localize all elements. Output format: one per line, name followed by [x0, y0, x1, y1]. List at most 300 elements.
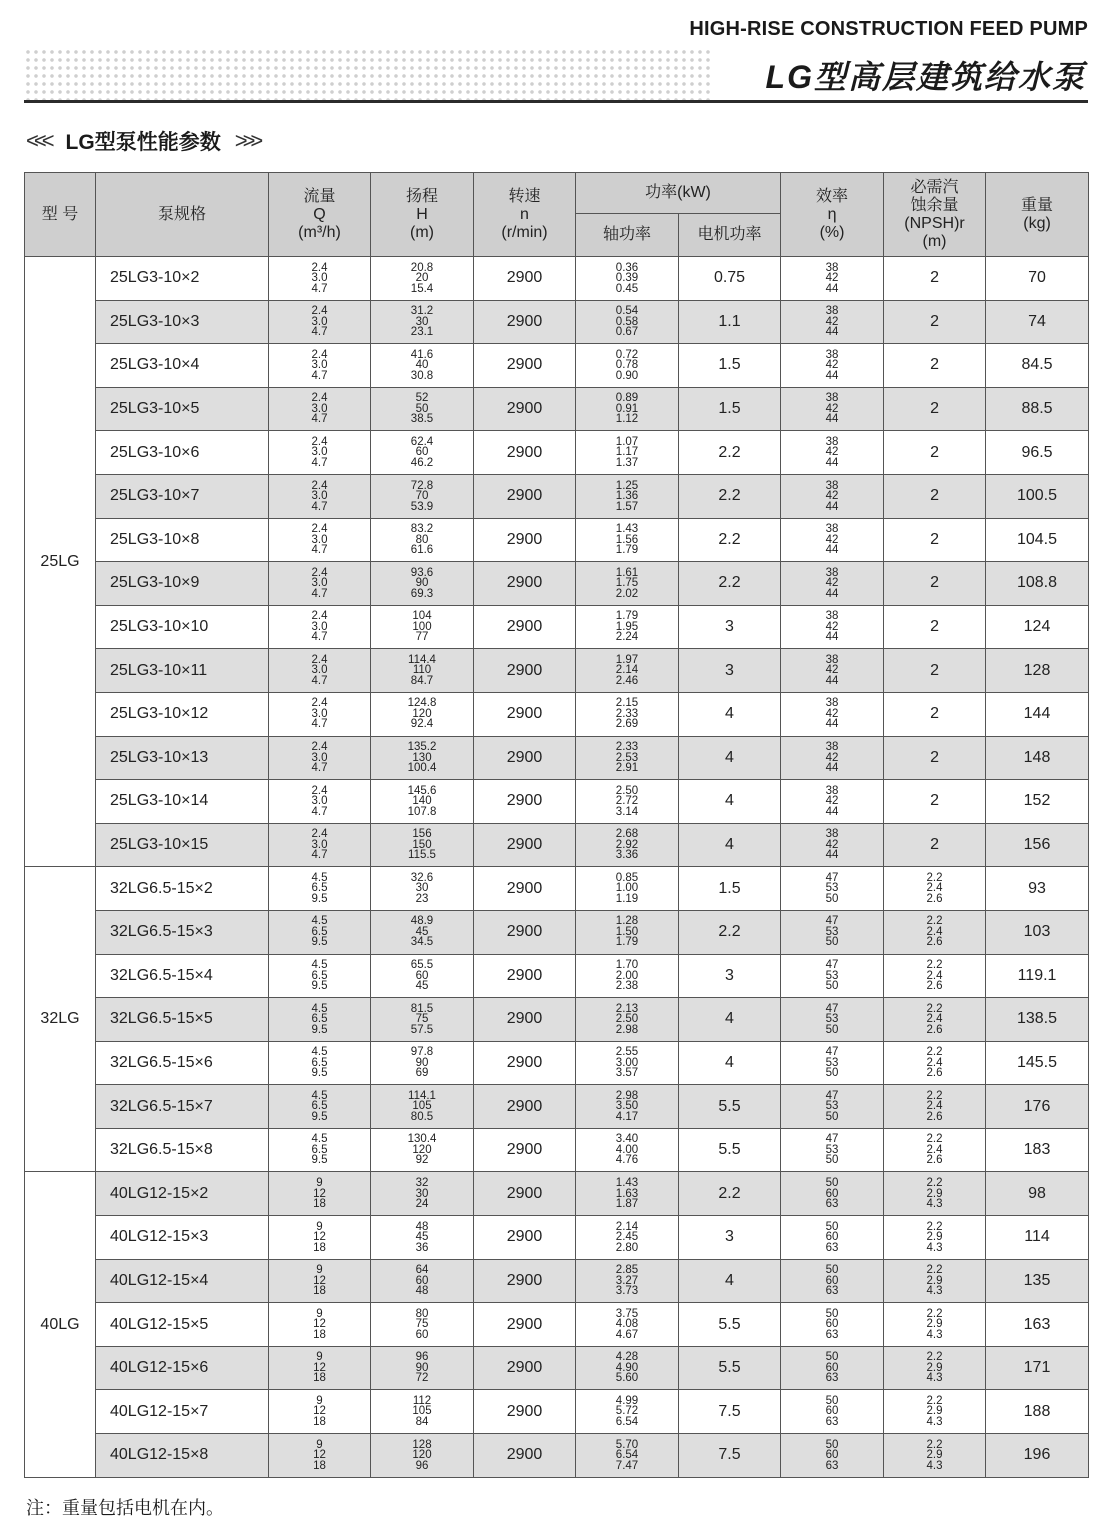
- shaft-power-cell-value: 2.50: [615, 784, 639, 797]
- efficiency-cell-value: 38: [825, 305, 839, 318]
- flow-cell-value: 2.4: [311, 305, 328, 318]
- flow-cell-value: 12: [313, 1274, 326, 1287]
- header-weight-unit: (kg): [1023, 214, 1051, 232]
- group-label: 40LG: [25, 1172, 96, 1477]
- section-title-text: LG型泵性能参数: [65, 131, 221, 154]
- flow-cell-value: 12: [313, 1361, 326, 1374]
- efficiency-cell-value: 42: [825, 359, 839, 372]
- head-cell-value: 30: [415, 315, 429, 328]
- shaft-power-cell: [576, 562, 679, 606]
- model-cell: 32LG6.5-15×8: [96, 1128, 269, 1172]
- head-cell-value: 90: [415, 1361, 429, 1374]
- weight-cell: 171: [986, 1346, 1089, 1390]
- efficiency-cell-value: 42: [825, 533, 839, 546]
- head-cell: [371, 1172, 474, 1216]
- model-cell: 40LG12-15×6: [96, 1346, 269, 1390]
- npsh-cell-value: 2.2: [926, 1220, 943, 1233]
- shaft-power-cell-value: 7.47: [615, 1459, 639, 1472]
- efficiency-cell-value: 38: [825, 435, 839, 448]
- efficiency-cell-value: 60: [825, 1231, 839, 1244]
- efficiency-cell-value: 50: [825, 1394, 839, 1407]
- head-cell-value: 72: [415, 1372, 429, 1385]
- head-cell-value: 112: [412, 1394, 432, 1407]
- shaft-power-cell-value: 3.00: [615, 1056, 639, 1069]
- efficiency-cell: [781, 1128, 884, 1172]
- head-cell-value: 80.5: [410, 1110, 434, 1123]
- flow-cell-value: 3.0: [311, 577, 328, 590]
- head-cell-value: 156: [412, 828, 432, 841]
- shaft-power-cell-value: 3.73: [615, 1285, 639, 1298]
- table-row: [25, 998, 1089, 1042]
- motor-power-cell: 4: [679, 736, 781, 780]
- speed-cell: 2900: [474, 431, 576, 475]
- table-row: [25, 649, 1089, 693]
- head-cell: [371, 1346, 474, 1390]
- head-cell-value: 80: [415, 533, 429, 546]
- motor-power-cell: 1.5: [679, 344, 781, 388]
- flow-cell-value: 9: [316, 1177, 323, 1190]
- npsh-cell: [884, 1041, 986, 1085]
- efficiency-cell-value: 63: [825, 1198, 839, 1211]
- flow-cell-value: 2.4: [311, 653, 328, 666]
- efficiency-cell-value: 47: [825, 1133, 839, 1146]
- head-cell: [371, 867, 474, 911]
- efficiency-cell-value: 42: [825, 446, 839, 459]
- efficiency-cell: [781, 387, 884, 431]
- header-speed-unit: (r/min): [501, 223, 548, 241]
- shaft-power-cell-value: 1.00: [615, 882, 639, 895]
- head-cell-value: 140: [412, 795, 432, 808]
- npsh-cell: 2: [884, 387, 986, 431]
- efficiency-cell: [781, 649, 884, 693]
- npsh-cell: 2: [884, 823, 986, 867]
- shaft-power-cell-value: 2.38: [615, 980, 639, 993]
- shaft-power-cell: [576, 1303, 679, 1347]
- weight-cell: 96.5: [986, 431, 1089, 475]
- head-cell: [371, 998, 474, 1042]
- efficiency-cell-value: 47: [825, 871, 839, 884]
- flow-cell-value: 3.0: [311, 664, 328, 677]
- shaft-power-cell-value: 2.33: [615, 741, 639, 754]
- weight-cell: 176: [986, 1085, 1089, 1129]
- flow-cell: [269, 1041, 371, 1085]
- flow-cell-value: 9.5: [311, 980, 328, 993]
- head-cell-value: 45: [415, 980, 429, 993]
- flow-cell-value: 9.5: [311, 1067, 328, 1080]
- header-weight-label: 重量: [1021, 196, 1054, 214]
- weight-cell: 188: [986, 1390, 1089, 1434]
- flow-cell-value: 9.5: [311, 1154, 328, 1167]
- motor-power-cell: 3: [679, 649, 781, 693]
- head-cell-value: 60: [415, 446, 429, 459]
- weight-cell: 138.5: [986, 998, 1089, 1042]
- shaft-power-cell-value: 2.50: [615, 1013, 639, 1026]
- head-cell-value: 48: [415, 1285, 429, 1298]
- shaft-power-cell: [576, 431, 679, 475]
- speed-cell: 2900: [474, 1346, 576, 1390]
- table-row: [25, 1434, 1089, 1478]
- efficiency-cell-value: 44: [825, 805, 839, 818]
- flow-cell: [269, 954, 371, 998]
- npsh-cell-value: 2.9: [926, 1405, 943, 1418]
- motor-power-cell: 5.5: [679, 1346, 781, 1390]
- flow-cell-value: 4.7: [311, 587, 328, 600]
- efficiency-cell-value: 50: [825, 1067, 839, 1080]
- shaft-power-cell-value: 1.70: [615, 959, 639, 972]
- head-cell-value: 150: [412, 838, 432, 851]
- head-cell-value: 15.4: [410, 282, 434, 295]
- head-cell: [371, 1216, 474, 1260]
- weight-cell: 183: [986, 1128, 1089, 1172]
- shaft-power-cell-value: 4.90: [615, 1361, 639, 1374]
- flow-cell-value: 6.5: [311, 1013, 328, 1026]
- flow-cell-value: 4.7: [311, 631, 328, 644]
- head-cell-value: 83.2: [410, 523, 434, 536]
- performance-table: [24, 172, 1089, 1478]
- speed-cell: 2900: [474, 1041, 576, 1085]
- shaft-power-cell-value: 4.00: [615, 1143, 639, 1156]
- weight-cell: 98: [986, 1172, 1089, 1216]
- shaft-power-cell-value: 6.54: [615, 1449, 639, 1462]
- speed-cell: 2900: [474, 1434, 576, 1478]
- efficiency-cell-value: 63: [825, 1372, 839, 1385]
- efficiency-cell-value: 47: [825, 1089, 839, 1102]
- flow-cell: [269, 344, 371, 388]
- flow-cell-value: 4.7: [311, 500, 328, 513]
- efficiency-cell-value: 38: [825, 828, 839, 841]
- head-cell-value: 100.4: [407, 762, 437, 775]
- header-npsh-line2: 蚀余量: [910, 196, 959, 214]
- shaft-power-cell-value: 3.14: [615, 805, 639, 818]
- shaft-power-cell-value: 2.68: [615, 828, 639, 841]
- efficiency-cell: [781, 736, 884, 780]
- efficiency-cell-value: 44: [825, 369, 839, 382]
- efficiency-cell-value: 42: [825, 620, 839, 633]
- header-efficiency-unit: (%): [819, 223, 845, 241]
- model-cell: 25LG3-10×5: [96, 387, 269, 431]
- efficiency-cell: [781, 998, 884, 1042]
- header-efficiency: [781, 173, 884, 257]
- head-cell: [371, 344, 474, 388]
- header-npsh-line3: (NPSH)r: [904, 214, 965, 232]
- head-cell-value: 114.1: [408, 1089, 436, 1102]
- flow-cell: [269, 1303, 371, 1347]
- header-npsh-unit: (m): [922, 232, 947, 250]
- flow-cell: [269, 1216, 371, 1260]
- shaft-power-cell: [576, 780, 679, 824]
- speed-cell: 2900: [474, 1085, 576, 1129]
- flow-cell-value: 3.0: [311, 490, 328, 503]
- flow-cell-value: 4.5: [311, 959, 328, 972]
- efficiency-cell-value: 63: [825, 1285, 839, 1298]
- flow-cell: [269, 605, 371, 649]
- head-cell: [371, 1434, 474, 1478]
- efficiency-cell: [781, 692, 884, 736]
- flow-cell-value: 9: [316, 1264, 323, 1277]
- head-cell: [371, 1128, 474, 1172]
- npsh-cell-value: 2.9: [926, 1231, 943, 1244]
- weight-cell: 128: [986, 649, 1089, 693]
- head-cell-value: 75: [415, 1013, 429, 1026]
- efficiency-cell: [781, 1303, 884, 1347]
- head-cell-value: 120: [412, 1449, 432, 1462]
- head-cell: [371, 692, 474, 736]
- weight-cell: 144: [986, 692, 1089, 736]
- header-power: 功率(kW): [576, 173, 781, 214]
- model-cell: 25LG3-10×15: [96, 823, 269, 867]
- shaft-power-cell-value: 3.27: [615, 1274, 639, 1287]
- npsh-cell-value: 2.4: [926, 1100, 943, 1113]
- flow-cell: [269, 867, 371, 911]
- flow-cell-value: 9.5: [311, 892, 328, 905]
- head-cell-value: 69: [415, 1067, 429, 1080]
- header-speed-label: 转速: [508, 187, 541, 205]
- head-cell-value: 130.4: [407, 1133, 437, 1146]
- flow-cell-value: 2.4: [311, 523, 328, 536]
- head-cell-value: 64: [415, 1264, 429, 1277]
- header-dot-pattern: [24, 48, 714, 102]
- weight-cell: 114: [986, 1216, 1089, 1260]
- speed-cell: 2900: [474, 736, 576, 780]
- efficiency-cell-value: 38: [825, 348, 839, 361]
- flow-cell: [269, 474, 371, 518]
- efficiency-cell-value: 44: [825, 544, 839, 557]
- shaft-power-cell-value: 4.28: [615, 1351, 639, 1364]
- model-cell: 32LG6.5-15×4: [96, 954, 269, 998]
- header-efficiency-label: 效率: [816, 187, 849, 205]
- shaft-power-cell: [576, 649, 679, 693]
- efficiency-cell: [781, 910, 884, 954]
- head-cell: [371, 1259, 474, 1303]
- shaft-power-cell: [576, 1041, 679, 1085]
- flow-cell-value: 9: [316, 1438, 323, 1451]
- flow-cell-value: 4.7: [311, 762, 328, 775]
- npsh-cell-value: 2.2: [926, 915, 943, 928]
- head-cell-value: 84.7: [410, 674, 434, 687]
- table-row: [25, 736, 1089, 780]
- efficiency-cell: [781, 518, 884, 562]
- npsh-cell: [884, 1172, 986, 1216]
- motor-power-cell: 2.2: [679, 431, 781, 475]
- head-cell: [371, 1041, 474, 1085]
- npsh-cell: [884, 1390, 986, 1434]
- head-cell-value: 100: [412, 620, 432, 633]
- flow-cell-value: 12: [313, 1449, 326, 1462]
- efficiency-cell-value: 53: [825, 969, 839, 982]
- head-cell-value: 93.6: [410, 566, 434, 579]
- head-cell-value: 105: [412, 1100, 432, 1113]
- shaft-power-cell-value: 0.58: [615, 315, 639, 328]
- shaft-power-cell: [576, 344, 679, 388]
- npsh-cell-value: 2.2: [926, 1089, 943, 1102]
- npsh-cell: [884, 910, 986, 954]
- flow-cell-value: 4.5: [311, 915, 328, 928]
- flow-cell-value: 4.7: [311, 849, 328, 862]
- npsh-cell-value: 2.9: [926, 1361, 943, 1374]
- motor-power-cell: 5.5: [679, 1303, 781, 1347]
- npsh-cell-value: 4.3: [926, 1285, 943, 1298]
- npsh-cell: [884, 954, 986, 998]
- head-cell-value: 120: [412, 1143, 432, 1156]
- efficiency-cell: [781, 1390, 884, 1434]
- flow-cell: [269, 1128, 371, 1172]
- flow-cell-value: 3.0: [311, 402, 328, 415]
- head-cell-value: 135.2: [407, 741, 437, 754]
- table-row: [25, 474, 1089, 518]
- shaft-power-cell-value: 1.61: [615, 566, 639, 579]
- table-header: [25, 173, 1089, 257]
- speed-cell: 2900: [474, 998, 576, 1042]
- efficiency-cell: [781, 474, 884, 518]
- flow-cell-value: 4.7: [311, 544, 328, 557]
- shaft-power-cell-value: 1.56: [615, 533, 639, 546]
- header-flow-label: 流量: [303, 187, 336, 205]
- npsh-cell-value: 2.2: [926, 1002, 943, 1015]
- efficiency-cell-value: 42: [825, 664, 839, 677]
- head-cell-value: 81.5: [410, 1002, 434, 1015]
- shaft-power-cell-value: 0.39: [615, 272, 639, 285]
- model-cell: 40LG12-15×7: [96, 1390, 269, 1434]
- shaft-power-cell: [576, 387, 679, 431]
- flow-cell-value: 18: [313, 1459, 326, 1472]
- shaft-power-cell-value: 3.36: [615, 849, 639, 862]
- weight-cell: 88.5: [986, 387, 1089, 431]
- flow-cell: [269, 1434, 371, 1478]
- shaft-power-cell: [576, 474, 679, 518]
- flow-cell-value: 4.7: [311, 718, 328, 731]
- weight-cell: 152: [986, 780, 1089, 824]
- npsh-cell-value: 2.6: [926, 1067, 943, 1080]
- shaft-power-cell: [576, 1172, 679, 1216]
- model-cell: 25LG3-10×2: [96, 257, 269, 301]
- npsh-cell-value: 2.9: [926, 1449, 943, 1462]
- npsh-cell: [884, 1259, 986, 1303]
- shaft-power-cell-value: 1.57: [615, 500, 639, 513]
- shaft-power-cell-value: 0.89: [615, 392, 639, 405]
- head-cell-value: 65.5: [410, 959, 434, 972]
- flow-cell-value: 12: [313, 1318, 326, 1331]
- model-cell: 40LG12-15×3: [96, 1216, 269, 1260]
- efficiency-cell-value: 50: [825, 1110, 839, 1123]
- npsh-cell-value: 2.4: [926, 882, 943, 895]
- header-head: [371, 173, 474, 257]
- head-cell: [371, 649, 474, 693]
- head-cell-value: 124.8: [407, 697, 437, 710]
- shaft-power-cell-value: 2.33: [615, 707, 639, 720]
- speed-cell: 2900: [474, 867, 576, 911]
- head-cell-value: 104: [412, 610, 432, 623]
- head-cell-value: 90: [415, 577, 429, 590]
- head-cell-value: 20.8: [410, 261, 434, 274]
- flow-cell-value: 12: [313, 1187, 326, 1200]
- npsh-cell-value: 2.6: [926, 1110, 943, 1123]
- table-row: [25, 1128, 1089, 1172]
- efficiency-cell-value: 50: [825, 1264, 839, 1277]
- head-cell-value: 97.8: [410, 1046, 434, 1059]
- efficiency-cell-value: 44: [825, 631, 839, 644]
- model-cell: 32LG6.5-15×5: [96, 998, 269, 1042]
- flow-cell-value: 3.0: [311, 707, 328, 720]
- head-cell: [371, 300, 474, 344]
- header-weight: [986, 173, 1089, 257]
- shaft-power-cell-value: 1.28: [615, 915, 639, 928]
- shaft-power-cell-value: 2.98: [615, 1023, 639, 1036]
- flow-cell-value: 12: [313, 1231, 326, 1244]
- npsh-cell-value: 2.4: [926, 1056, 943, 1069]
- shaft-power-cell-value: 2.92: [615, 838, 639, 851]
- flow-cell-value: 9: [316, 1220, 323, 1233]
- table-row: [25, 1041, 1089, 1085]
- weight-cell: 100.5: [986, 474, 1089, 518]
- flow-cell-value: 18: [313, 1415, 326, 1428]
- flow-cell-value: 2.4: [311, 784, 328, 797]
- shaft-power-cell-value: 2.15: [615, 697, 639, 710]
- efficiency-cell-value: 50: [825, 1023, 839, 1036]
- head-cell-value: 96: [415, 1351, 429, 1364]
- flow-cell-value: 4.5: [311, 1133, 328, 1146]
- npsh-cell: 2: [884, 780, 986, 824]
- weight-cell: 103: [986, 910, 1089, 954]
- efficiency-cell-value: 44: [825, 326, 839, 339]
- npsh-cell-value: 2.4: [926, 925, 943, 938]
- efficiency-cell-value: 42: [825, 751, 839, 764]
- flow-cell-value: 2.4: [311, 435, 328, 448]
- efficiency-cell-value: 38: [825, 653, 839, 666]
- head-cell: [371, 1303, 474, 1347]
- weight-cell: 148: [986, 736, 1089, 780]
- npsh-cell-value: 4.3: [926, 1241, 943, 1254]
- efficiency-cell: [781, 1259, 884, 1303]
- motor-power-cell: 3: [679, 1216, 781, 1260]
- flow-cell: [269, 518, 371, 562]
- flow-cell-value: 4.5: [311, 871, 328, 884]
- flow-cell: [269, 1346, 371, 1390]
- npsh-cell: [884, 867, 986, 911]
- head-cell-value: 46.2: [410, 456, 434, 469]
- head-cell-value: 23.1: [410, 326, 434, 339]
- head-cell-value: 61.6: [410, 544, 434, 557]
- flow-cell: [269, 736, 371, 780]
- shaft-power-cell: [576, 1259, 679, 1303]
- head-cell: [371, 954, 474, 998]
- motor-power-cell: 4: [679, 692, 781, 736]
- shaft-power-cell-value: 3.50: [615, 1100, 639, 1113]
- efficiency-cell-value: 44: [825, 674, 839, 687]
- head-cell: [371, 474, 474, 518]
- shaft-power-cell-value: 2.24: [615, 631, 639, 644]
- weight-cell: 104.5: [986, 518, 1089, 562]
- head-cell-value: 50: [415, 402, 429, 415]
- npsh-cell-value: 2.2: [926, 871, 943, 884]
- model-cell: 25LG3-10×11: [96, 649, 269, 693]
- shaft-power-cell: [576, 1128, 679, 1172]
- head-cell-value: 53.9: [410, 500, 434, 513]
- shaft-power-cell: [576, 1390, 679, 1434]
- shaft-power-cell-value: 1.43: [615, 1177, 639, 1190]
- head-cell-value: 41.6: [410, 348, 434, 361]
- flow-cell-value: 4.7: [311, 369, 328, 382]
- npsh-cell: 2: [884, 605, 986, 649]
- table-row: [25, 387, 1089, 431]
- head-cell-value: 120: [412, 707, 432, 720]
- efficiency-cell-value: 47: [825, 1002, 839, 1015]
- table-row: [25, 692, 1089, 736]
- efficiency-cell-value: 53: [825, 882, 839, 895]
- npsh-cell: 2: [884, 692, 986, 736]
- flow-cell-value: 2.4: [311, 392, 328, 405]
- motor-power-cell: 2.2: [679, 562, 781, 606]
- header-head-label: 扬程: [405, 187, 438, 205]
